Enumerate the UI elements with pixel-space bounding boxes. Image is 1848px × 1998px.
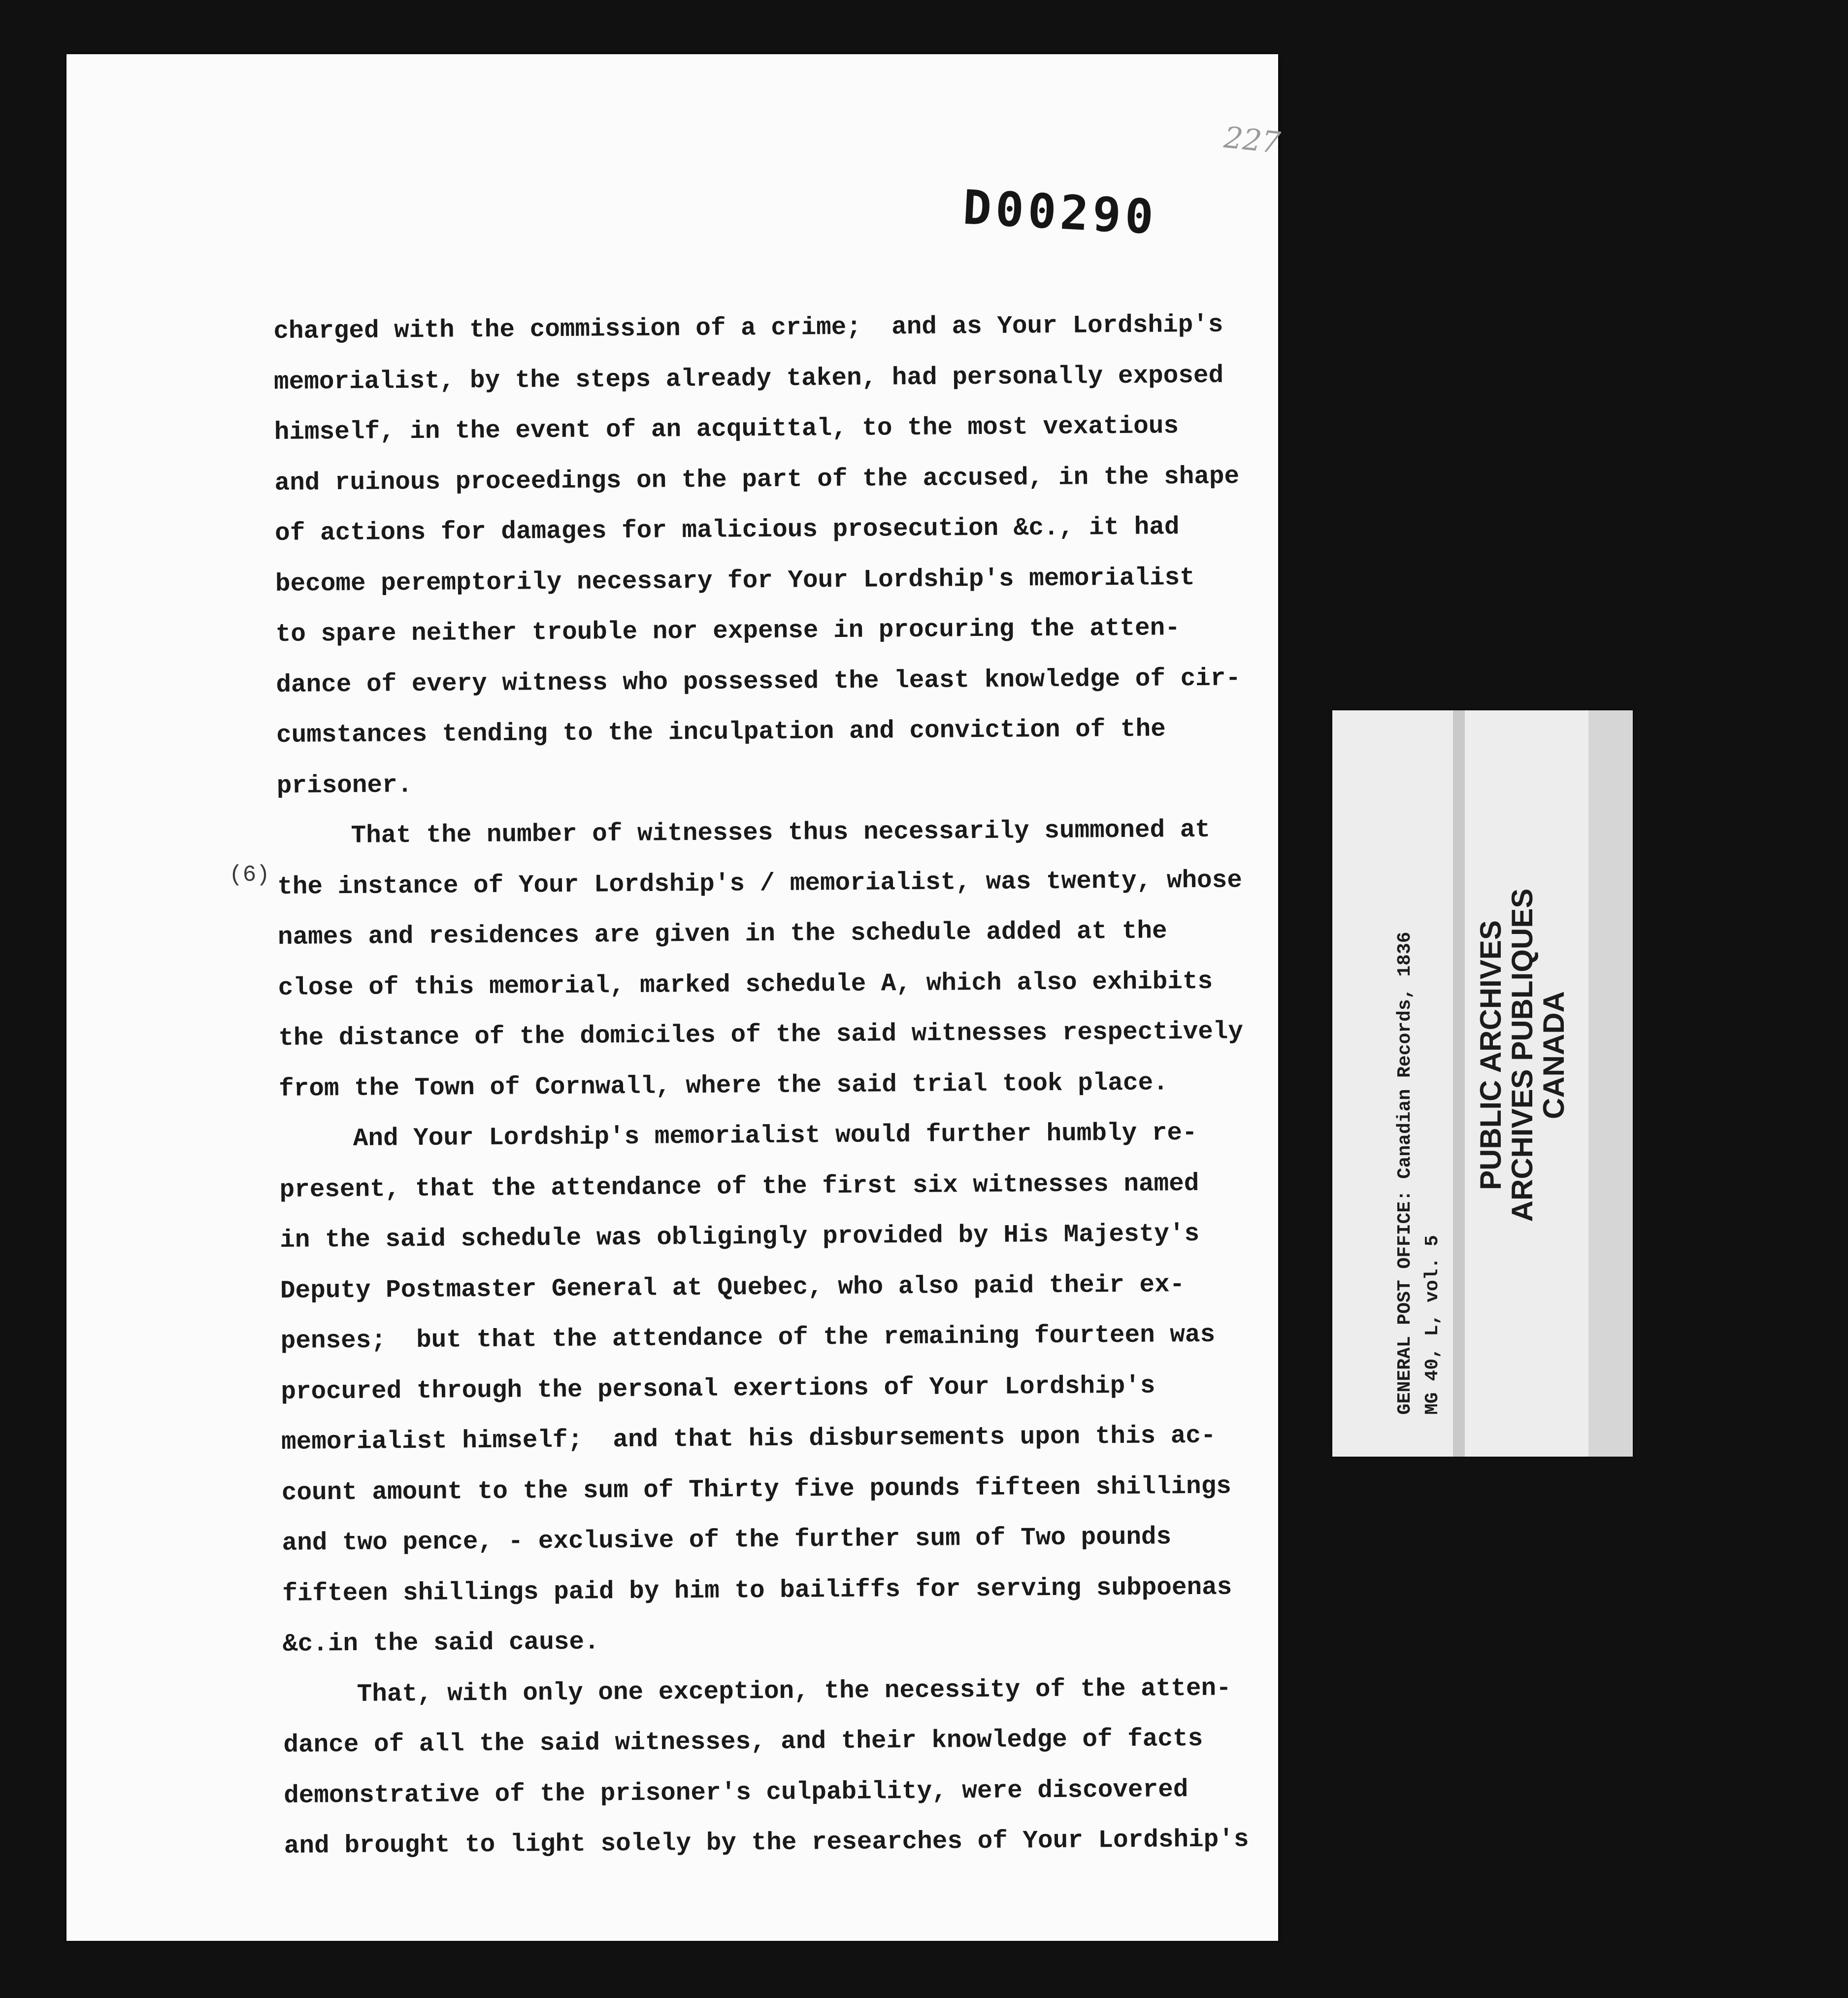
label-divider <box>1453 710 1465 1457</box>
text-line: memorialist, by the steps already taken, had personally exposed <box>273 362 1224 397</box>
margin-note: (6) <box>229 862 270 888</box>
text-line: procured through the personal exertions of Your Lordship's <box>281 1372 1155 1406</box>
text-line: demonstrative of the prisoner's culpability, were discovered <box>283 1775 1188 1810</box>
text-line: names and residences are given in the schedule added at the <box>277 917 1167 952</box>
reference-line-1: GENERAL POST OFFICE: Canadian Records, 1836 <box>1394 932 1416 1415</box>
text-line: to spare neither trouble nor expense in procuring the atten- <box>275 614 1181 649</box>
document-body <box>273 300 1348 1872</box>
text-line: and ruinous proceedings on the part of the accused, in the shape <box>274 462 1240 498</box>
text-line: from the Town of Cornwall, where the said trial took place. <box>278 1068 1168 1103</box>
archive-reference <box>1391 725 1447 1415</box>
text-line: fifteen shillings paid by him to bailiffs for serving subpoenas <box>282 1573 1232 1608</box>
text-line: and two pence, - exclusive of the further sum of Two pounds <box>282 1523 1172 1558</box>
folio-number: 227 <box>1222 120 1282 161</box>
archive-label-card <box>1332 710 1633 1457</box>
text-line: the instance of Your Lordship's / memorialist, was twenty, whose <box>277 866 1243 901</box>
text-line: &c.in the said cause. <box>282 1628 599 1659</box>
archives-line-2: ARCHIVES PUBLIQUES <box>1506 888 1539 1222</box>
text-line: memorialist himself; and that his disbursements upon this ac- <box>281 1422 1216 1457</box>
text-line: and brought to light solely by the researches of Your Lordship's <box>284 1826 1249 1861</box>
text-line: penses; but that the attendance of the remaining fourteen was <box>280 1321 1216 1356</box>
text-line: That the number of witnesses thus necessarily summoned at <box>351 816 1211 850</box>
text-line: close of this memorial, marked schedule A, which also exhibits <box>278 967 1213 1002</box>
text-line: charged with the commission of a crime; and as Your Lordship's <box>273 311 1223 346</box>
text-line: in the said schedule was obligingly provided by His Majesty's <box>280 1220 1200 1255</box>
text-line: And Your Lordship's memorialist would further humbly re- <box>353 1119 1197 1153</box>
text-line: prisoner. <box>276 771 413 800</box>
text-line: present, that the attendance of the first six witnesses named <box>279 1169 1199 1204</box>
text-line: cumstances tending to the inculpation and conviction of the <box>276 715 1166 750</box>
text-line: the distance of the domiciles of the said witnesses respectively <box>278 1018 1244 1053</box>
text-line: That, with only one exception, the necessity of the atten- <box>357 1674 1231 1709</box>
reference-line-2: MG 40, L, vol. 5 <box>1422 1235 1443 1415</box>
text-line: dance of every witness who possessed the least knowledge of cir- <box>276 664 1241 699</box>
document-page <box>66 54 1282 1941</box>
text-line: Deputy Postmaster General at Quebec, who also paid their ex- <box>280 1270 1185 1305</box>
archives-line-1: PUBLIC ARCHIVES <box>1474 920 1507 1190</box>
archives-stamp <box>1475 809 1570 1301</box>
text-line: count amount to the sum of Thirty five pounds fifteen shillings <box>281 1472 1232 1507</box>
text-line: himself, in the event of an acquittal, to the most vexatious <box>274 412 1179 447</box>
page-stamp-number: D00290 <box>961 179 1159 245</box>
label-edge <box>1588 710 1633 1457</box>
text-line: of actions for damages for malicious prosecution &c., it had <box>275 513 1180 548</box>
text-line: become peremptorily necessary for Your Lordship's memorialist <box>275 564 1195 599</box>
archives-line-3: CANADA <box>1537 991 1570 1119</box>
text-line: dance of all the said witnesses, and their knowledge of facts <box>283 1725 1203 1760</box>
